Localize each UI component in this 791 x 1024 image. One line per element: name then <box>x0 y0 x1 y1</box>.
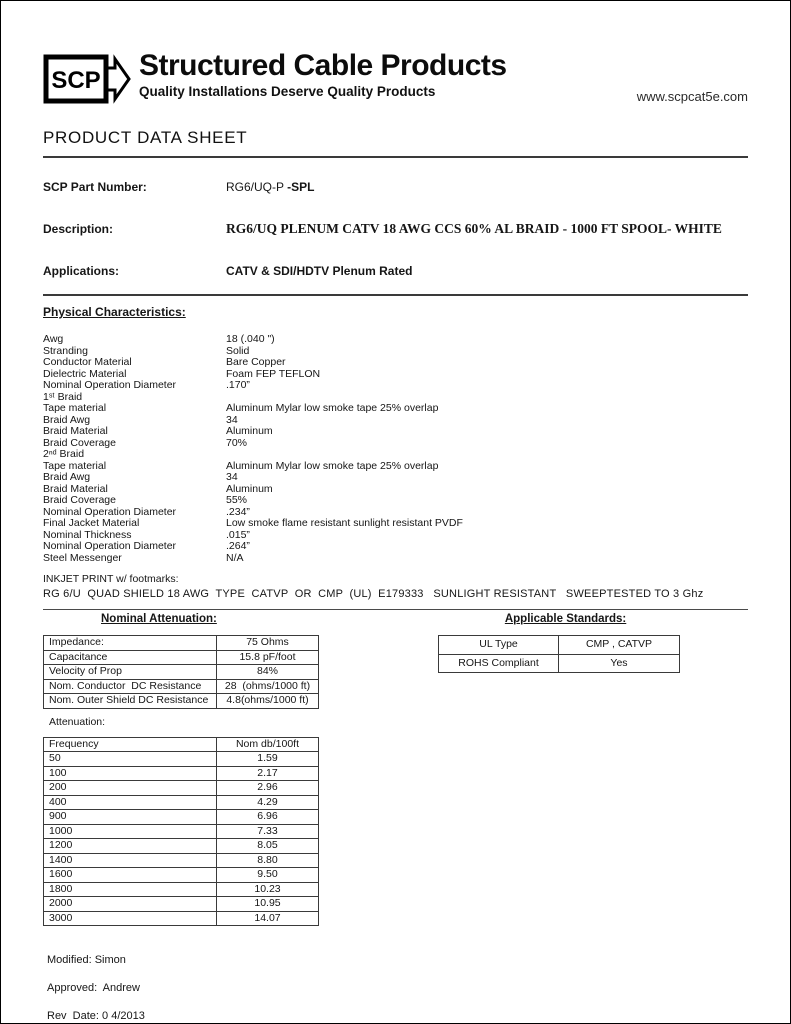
part-number-value: RG6/UQ-P -SPL <box>226 180 315 194</box>
characteristic-value: 34 <box>226 413 238 426</box>
characteristic-value: Low smoke flame resistant sunlight resistant PVDF <box>226 517 463 529</box>
attenuation-row <box>44 810 318 825</box>
attenuation-row <box>44 912 318 927</box>
attenuation-frequency: 2000 <box>44 897 217 911</box>
attenuation-db-value: 8.80 <box>257 853 278 866</box>
applications-row <box>43 264 748 278</box>
brand-title: Structured Cable Products <box>139 49 507 82</box>
characteristic-value: 34 <box>226 471 238 483</box>
attenuation-frequency: 900 <box>44 810 217 824</box>
table-cell-value: 75 Ohms <box>246 636 289 648</box>
table-cell-value: 84% <box>256 665 278 677</box>
standards-label: UL Type <box>439 636 559 654</box>
characteristic-value: .264” <box>226 540 250 552</box>
physical-characteristics-list <box>43 334 748 564</box>
applications-label: Applications: <box>43 264 120 278</box>
attenuation-row <box>44 825 318 840</box>
standards-label: ROHS Compliant <box>439 655 559 673</box>
physical-characteristic-row <box>43 415 748 427</box>
characteristic-label: Braid Coverage <box>43 436 116 449</box>
header <box>43 51 748 110</box>
physical-characteristic-row <box>43 472 748 484</box>
physical-characteristic-row <box>43 426 748 438</box>
attenuation-frequency: 1800 <box>44 883 217 897</box>
brand-tagline: Quality Installations Deserve Quality Products <box>139 83 436 99</box>
characteristic-label: Nominal Operation Diameter <box>43 505 177 518</box>
physical-characteristic-row <box>43 553 748 565</box>
part-number-label: SCP Part Number: <box>43 180 147 194</box>
attenuation-db-value: 2.96 <box>257 781 278 793</box>
characteristic-value: Bare Copper <box>226 356 286 368</box>
brand-block <box>139 51 507 99</box>
physical-characteristic-row <box>43 380 748 392</box>
characteristic-label: Braid Awg <box>43 413 91 426</box>
physical-characteristic-row <box>43 461 748 473</box>
table-row <box>44 665 318 680</box>
characteristic-value: Solid <box>226 344 250 357</box>
rev-date: Rev Date: 0 4/2013 <box>47 1010 145 1022</box>
table-cell-value: 4.8(ohms/1000 ft) <box>226 694 309 706</box>
characteristic-value: Aluminum <box>226 425 273 437</box>
attenuation-header-frequency: Frequency <box>44 738 217 752</box>
arrow-right-icon <box>108 59 129 99</box>
attenuation-row <box>44 854 318 869</box>
characteristic-label: Braid Material <box>43 425 108 437</box>
characteristic-label: Awg <box>43 333 64 345</box>
attenuation-frequency: 1000 <box>44 825 217 839</box>
table-cell-label: Nom. Outer Shield DC Resistance <box>44 694 217 708</box>
table-cell-label: Impedance: <box>44 636 217 650</box>
divider <box>43 156 748 158</box>
attenuation-header-db: Nom db/100ft <box>235 737 300 750</box>
attenuation-frequency: 1600 <box>44 868 217 882</box>
attenuation-db-value: 8.05 <box>257 839 278 851</box>
standards-row <box>439 636 679 655</box>
characteristic-value: 55% <box>226 494 248 506</box>
characteristic-value: Aluminum Mylar low smoke tape 25% overlap <box>226 402 439 414</box>
divider <box>43 609 748 610</box>
table-cell-label: Capacitance <box>44 651 217 665</box>
applicable-standards-heading: Applicable Standards: <box>504 613 627 625</box>
characteristic-label: Nominal Operation Diameter <box>43 540 177 552</box>
attenuation-db-value: 7.33 <box>257 824 278 837</box>
scp-logo-icon <box>43 53 133 105</box>
attenuation-db-value: 10.23 <box>254 882 281 895</box>
physical-characteristic-row <box>43 334 748 346</box>
attenuation-row <box>44 767 318 782</box>
page-title: PRODUCT DATA SHEET <box>43 128 248 147</box>
physical-characteristic-row <box>43 495 748 507</box>
attenuation-db-value: 10.95 <box>254 897 281 909</box>
physical-characteristics-heading: Physical Characteristics: <box>43 305 186 319</box>
nominal-attenuation-heading: Nominal Attenuation: <box>101 613 217 625</box>
characteristic-label: Tape material <box>43 459 107 472</box>
table-cell-value: 28 (ohms/1000 ft) <box>224 679 311 692</box>
attenuation-db-value: 14.07 <box>254 911 281 924</box>
tables-section <box>43 635 748 926</box>
characteristic-label: Nominal Thickness <box>43 528 132 541</box>
characteristic-label: 1ˢᵗ Braid <box>43 390 83 403</box>
scp-logo <box>43 53 133 110</box>
characteristic-value: N/A <box>226 551 244 564</box>
characteristic-label: Stranding <box>43 344 88 357</box>
characteristic-value: .015” <box>226 528 250 541</box>
attenuation-db-value: 2.17 <box>257 766 278 779</box>
standards-table <box>438 635 680 673</box>
characteristic-label: 2ⁿᵈ Braid <box>43 448 85 460</box>
summary-fields <box>43 180 748 278</box>
attenuation-row <box>44 883 318 898</box>
characteristic-label: Tape material <box>43 402 107 414</box>
attenuation-row <box>44 781 318 796</box>
characteristic-value: .170” <box>226 379 250 391</box>
description-value: RG6/UQ PLENUM CATV 18 AWG CCS 60% AL BRAID - 1000 FT SPOOL- WHITE <box>226 221 722 236</box>
table-cell-label: Velocity of Prop <box>44 665 217 679</box>
physical-characteristic-row <box>43 346 748 358</box>
table-row <box>44 694 318 709</box>
approved-by: Approved: Andrew <box>47 982 140 994</box>
attenuation-frequency: 50 <box>44 752 217 766</box>
physical-characteristic-row <box>43 449 748 461</box>
characteristic-label: Final Jacket Material <box>43 517 140 529</box>
standards-value: Yes <box>610 656 628 669</box>
standards-row <box>439 655 679 674</box>
physical-characteristic-row <box>43 518 748 530</box>
characteristic-value <box>226 449 748 461</box>
characteristic-label: Braid Material <box>43 482 108 495</box>
attenuation-header-row <box>44 738 318 753</box>
modified-by: Modified: Simon <box>47 954 126 966</box>
table-row <box>44 651 318 666</box>
table-row <box>44 680 318 695</box>
table-row <box>44 636 318 651</box>
characteristic-label: Conductor Material <box>43 356 132 368</box>
footer <box>43 954 748 1022</box>
characteristic-label: Dielectric Material <box>43 367 127 380</box>
attenuation-row <box>44 839 318 854</box>
attenuation-row <box>44 868 318 883</box>
section-headings <box>43 613 748 625</box>
description-label: Description: <box>43 222 114 236</box>
characteristic-value: Aluminum Mylar low smoke tape 25% overlap <box>226 459 439 472</box>
characteristic-value: Foam FEP TEFLON <box>226 367 321 380</box>
scp-logo-text: SCP <box>51 67 101 94</box>
table-cell-label: Nom. Conductor DC Resistance <box>44 680 217 694</box>
attenuation-label: Attenuation: <box>49 715 106 728</box>
characteristic-value: 18 (.040 ") <box>226 333 275 345</box>
part-number-suffix: -SPL <box>287 180 315 194</box>
standards-value: CMP , CATVP <box>585 638 653 650</box>
attenuation-frequency: 100 <box>44 767 217 781</box>
attenuation-frequency: 400 <box>44 796 217 810</box>
characteristic-label: Braid Awg <box>43 471 91 483</box>
inkjet-print-label: INKJET PRINT w/ footmarks: <box>43 573 179 585</box>
attenuation-frequency: 3000 <box>44 912 217 926</box>
electrical-characteristics-table <box>43 635 319 709</box>
attenuation-frequency: 1200 <box>44 839 217 853</box>
right-tables-column <box>438 635 680 673</box>
characteristic-value: 70% <box>226 436 248 449</box>
characteristic-value: Aluminum <box>226 482 273 495</box>
attenuation-db-value: 1.59 <box>257 752 278 764</box>
attenuation-frequency: 1400 <box>44 854 217 868</box>
attenuation-row <box>44 897 318 912</box>
divider <box>43 294 748 296</box>
website-url: www.scpcat5e.com <box>636 89 748 104</box>
description-row <box>43 221 748 237</box>
characteristic-label: Nominal Operation Diameter <box>43 379 177 391</box>
characteristic-label: Steel Messenger <box>43 551 122 564</box>
part-number-row <box>43 180 748 194</box>
inkjet-print-value: RG 6/U QUAD SHIELD 18 AWG TYPE CATVP OR CMP (UL) E179333 SUNLIGHT RESISTANT SWEEPTESTED TO 3 Ghz <box>43 588 704 600</box>
table-cell-value: 15.8 pF/foot <box>239 650 296 663</box>
left-tables-column <box>43 635 321 926</box>
physical-characteristic-row <box>43 438 748 450</box>
attenuation-db-value: 9.50 <box>257 868 278 880</box>
attenuation-frequency: 200 <box>44 781 217 795</box>
attenuation-db-value: 4.29 <box>257 795 278 808</box>
applications-value: CATV & SDI/HDTV Plenum Rated <box>226 264 413 278</box>
attenuation-db-value: 6.96 <box>257 810 278 822</box>
physical-characteristic-row <box>43 484 748 496</box>
attenuation-table <box>43 737 319 927</box>
attenuation-row <box>44 796 318 811</box>
physical-characteristic-row <box>43 541 748 553</box>
attenuation-row <box>44 752 318 767</box>
physical-characteristic-row <box>43 357 748 369</box>
characteristic-value: .234” <box>226 505 250 518</box>
physical-characteristic-row <box>43 403 748 415</box>
characteristic-label: Braid Coverage <box>43 494 116 506</box>
